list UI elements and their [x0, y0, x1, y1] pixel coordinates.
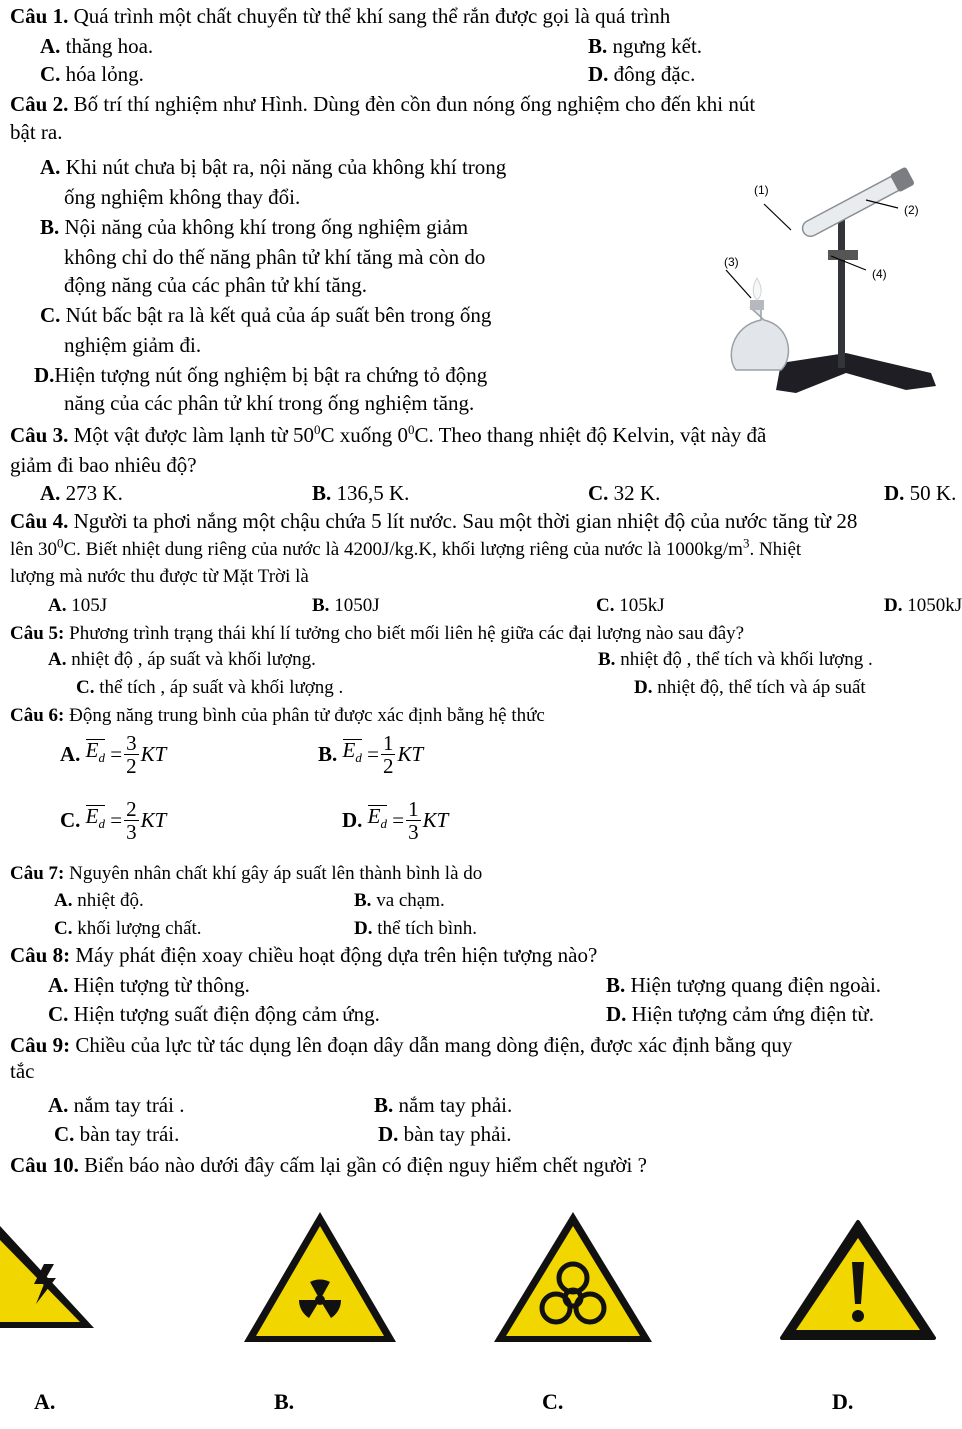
figure-label-1: (1)	[754, 183, 769, 197]
q6-option-b: B. $E_d$ = $\frac{1}{2}$ KT	[318, 731, 424, 778]
q2-option-b-cont2: động năng của các phân tử khí tăng.	[64, 273, 367, 297]
figure-label-2: (2)	[904, 203, 919, 217]
q7-option-c: C. khối lượng chất.	[54, 918, 202, 939]
q2-option-a: A. Khi nút chưa bị bật ra, nội năng của không khí trong	[40, 155, 507, 179]
question-8: Câu 8: Máy phát điện xoay chiều hoạt động dựa trên hiện tượng nào?	[10, 943, 598, 967]
sign-a-label: A.	[34, 1389, 56, 1414]
q4-option-d: D. 1050kJ	[884, 595, 962, 616]
q3-option-a: A. 273 K.	[40, 481, 123, 505]
q4-option-b: B. 1050J	[312, 595, 380, 616]
high-voltage-icon	[0, 1218, 120, 1338]
clamp	[828, 250, 858, 260]
radiation-icon	[240, 1208, 400, 1346]
sign-b-label: B.	[274, 1389, 295, 1414]
q8-option-c: C. Hiện tượng suất điện động cảm ứng.	[48, 1002, 380, 1026]
q9-option-b: B. nắm tay phải.	[374, 1093, 513, 1117]
question-10: Câu 10. Biển báo nào dưới đây cấm lại gần có điện nguy hiểm chết người ?	[10, 1153, 647, 1177]
question-3-line2: giảm đi bao nhiêu độ?	[10, 453, 197, 477]
stand-rod	[838, 208, 845, 368]
q3-option-d: D. 50 K.	[884, 481, 957, 505]
q6-option-a: A. $E_d$ = $\frac{3}{2}$ KT	[60, 731, 167, 778]
q6-option-d: D. $E_d$ = $\frac{1}{3}$ KT	[342, 797, 449, 844]
q6-option-c: C. $E_d$ = $\frac{2}{3}$ KT	[60, 797, 167, 844]
q5-option-c: C. thể tích , áp suất và khối lượng .	[76, 677, 344, 698]
q7-option-d: D. thể tích bình.	[354, 918, 477, 939]
q2-option-b: B. Nội năng của không khí trong ống nghiệm giảm	[40, 215, 469, 239]
q2-option-b-cont1: không chỉ do thế năng phân tử khí tăng mà còn do	[64, 245, 486, 269]
q5-option-b: B. nhiệt độ , thể tích và khối lượng .	[598, 649, 873, 670]
question-9: Câu 9: Chiều của lực từ tác dụng lên đoạn dây dẫn mang dòng điện, được xác định bằng quy	[10, 1033, 793, 1057]
q1-option-c: C. hóa lỏng.	[40, 62, 144, 86]
q9-option-d: D. bàn tay phải.	[378, 1122, 512, 1146]
question-6: Câu 6: Động năng trung bình của phân tử được xác định bằng hệ thức	[10, 705, 545, 726]
question-2: Câu 2. Bố trí thí nghiệm như Hình. Dùng đèn cồn đun nóng ống nghiệm cho đến khi nút	[10, 92, 756, 116]
q4-option-a: A. 105J	[48, 595, 108, 616]
question-4: Câu 4. Người ta phơi nắng một chậu chứa 5 lít nước. Sau một thời gian nhiệt độ của nước tăng từ 28	[10, 509, 858, 533]
figure-label-3: (3)	[724, 255, 739, 269]
q8-option-d: D. Hiện tượng cảm ứng điện từ.	[606, 1002, 875, 1026]
q1-option-a: A. thăng hoa.	[40, 34, 154, 58]
sign-d-label: D.	[832, 1389, 854, 1414]
q8-option-b: B. Hiện tượng quang điện ngoài.	[606, 973, 882, 997]
q5-option-a: A. nhiệt độ , áp suất và khối lượng.	[48, 649, 316, 670]
q3-option-c: C. 32 K.	[588, 481, 661, 505]
experiment-figure	[706, 158, 947, 400]
q7-option-b: B. va chạm.	[354, 890, 445, 911]
question-4-line2: lên $30^0C$. Biết nhiệt dung riêng của nước là 4200J/kg.K, khối lượng riêng của nước là $1000kg/m^3$. Nhiệt	[10, 535, 802, 560]
q2-option-d: D.Hiện tượng nút ống nghiệm bị bật ra chứng tỏ động	[34, 363, 488, 387]
biohazard-icon	[488, 1208, 658, 1346]
q2-option-c-cont: nghiệm giảm đi.	[64, 333, 202, 357]
question-1-label: Câu 1.	[10, 4, 69, 28]
question-7: Câu 7: Nguyên nhân chất khí gây áp suất lên thành bình là do	[10, 863, 483, 884]
q7-option-a: A. nhiệt độ.	[54, 890, 144, 911]
question-3: Câu 3. Một vật được làm lạnh từ $50^0C$ xuống $0^0C$. Theo thang nhiệt độ Kelvin, vật này đã	[10, 422, 767, 447]
q2-option-d-cont: năng của các phân tử khí trong ống nghiệm tăng.	[64, 391, 475, 415]
q1-option-b: B. ngưng kết.	[588, 34, 703, 58]
question-2-label: Câu 2.	[10, 92, 69, 116]
q2-option-c: C. Nút bấc bật ra là kết quả của áp suất bên trong ống	[40, 303, 492, 327]
q5-option-d: D. nhiệt độ, thể tích và áp suất	[634, 677, 866, 698]
q9-option-c: C. bàn tay trái.	[54, 1122, 180, 1146]
question-4-line3: lượng mà nước thu được từ Mặt Trời là	[10, 566, 309, 587]
q3-option-b: B. 136,5 K.	[312, 481, 410, 505]
sign-c-label: C.	[542, 1389, 564, 1414]
question-1	[10, 3, 670, 30]
question-1-text: Quá trình một chất chuyển từ thể khí sang thể rắn được gọi là quá trình	[68, 4, 671, 28]
q4-option-c: C. 105kJ	[596, 595, 665, 616]
q8-option-a: A. Hiện tượng từ thông.	[48, 973, 250, 997]
q9-option-a: A. nắm tay trái .	[48, 1093, 185, 1117]
question-5: Câu 5: Phương trình trạng thái khí lí tưởng cho biết mối liên hệ giữa các đại lượng nào sau đây?	[10, 623, 745, 644]
figure-label-4: (4)	[872, 267, 887, 281]
q1-option-d: D. đông đặc.	[588, 62, 696, 86]
q2-option-a-cont: ống nghiệm không thay đổi.	[64, 185, 301, 209]
question-9-line2: tắc	[10, 1059, 35, 1083]
exclamation-icon	[778, 1218, 938, 1342]
question-2-line2: bật ra.	[10, 120, 63, 144]
